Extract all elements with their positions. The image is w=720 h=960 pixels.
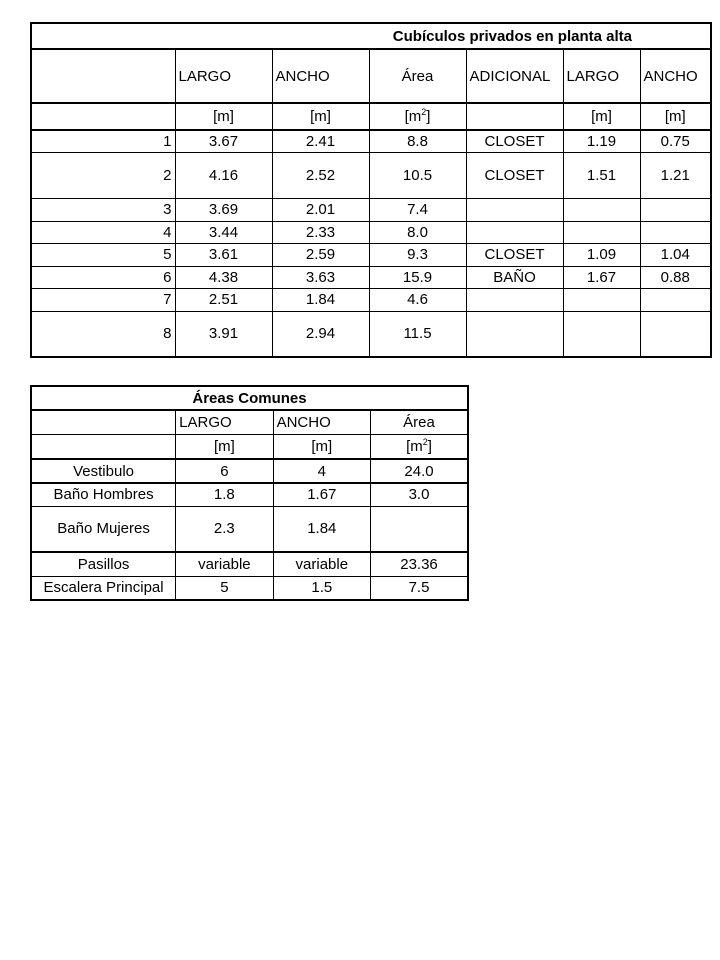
table-row xyxy=(31,266,711,288)
cell-largo: 3.91 xyxy=(175,311,272,357)
row-number: 5 xyxy=(31,243,175,266)
cell-area xyxy=(371,506,468,552)
cell-name: Pasillos xyxy=(31,552,176,576)
unit-largo: [m] xyxy=(175,103,272,130)
cell-area: 4.6 xyxy=(369,288,466,311)
areas-unit-largo: [m] xyxy=(176,434,273,459)
cell-largo-adicional: 1.51 xyxy=(563,152,640,198)
unit-area-close: ] xyxy=(426,108,431,125)
cell-largo-adicional xyxy=(563,198,640,221)
header-adicional: ADICIONAL xyxy=(466,49,563,103)
cell-area: 9.3 xyxy=(369,243,466,266)
cell-adicional: CLOSET xyxy=(466,243,563,266)
cell-ancho: 1.84 xyxy=(273,506,370,552)
cubiculos-title: Cubículos privados en planta alta xyxy=(31,23,711,49)
cubiculos-title-row xyxy=(31,23,711,49)
table-row xyxy=(31,506,468,552)
areas-unit-area-base: [m xyxy=(406,437,423,455)
areas-comunes-body xyxy=(31,459,468,600)
unit-ancho: [m] xyxy=(272,103,369,130)
cubiculos-units-row xyxy=(31,103,711,130)
cell-area: 8.8 xyxy=(369,130,466,152)
cell-area: 23.36 xyxy=(371,552,468,576)
cell-name: Baño Mujeres xyxy=(31,506,176,552)
cell-largo-adicional: 1.09 xyxy=(563,243,640,266)
header-empty xyxy=(31,49,175,103)
areas-unit-empty xyxy=(31,434,176,459)
table-row xyxy=(31,130,711,152)
table-row xyxy=(31,552,468,576)
cell-largo: 5 xyxy=(176,576,273,600)
unit-ancho-adicional: [m] xyxy=(640,103,711,130)
cell-ancho: 3.63 xyxy=(272,266,369,288)
cell-largo: 1.8 xyxy=(176,483,273,506)
row-number: 8 xyxy=(163,325,172,343)
cell-name: Vestibulo xyxy=(31,459,176,483)
cubiculos-header-row xyxy=(31,49,711,103)
unit-area-base: [m xyxy=(404,108,422,125)
cell-ancho: 4 xyxy=(273,459,370,483)
areas-header-row xyxy=(31,410,468,434)
cell-ancho: 2.41 xyxy=(272,130,369,152)
cubiculos-table xyxy=(30,22,712,358)
row-number: 4 xyxy=(31,221,175,243)
cell-ancho: 2.94 xyxy=(272,311,369,357)
row-number: 1 xyxy=(31,130,175,152)
unit-empty xyxy=(31,103,175,130)
areas-unit-ancho: [m] xyxy=(273,434,370,459)
cell-area: 7.5 xyxy=(371,576,468,600)
areas-unit-area-exp: 2 xyxy=(422,436,428,447)
cubiculos-body xyxy=(31,130,711,357)
table-row xyxy=(31,288,711,311)
cell-largo: 3.67 xyxy=(175,130,272,152)
areas-comunes-title: Áreas Comunes xyxy=(31,386,468,410)
cell-adicional: BAÑO xyxy=(466,266,563,288)
cell-largo: 3.61 xyxy=(175,243,272,266)
cell-ancho: 2.33 xyxy=(272,221,369,243)
unit-area xyxy=(369,103,466,130)
cell-ancho-adicional xyxy=(640,311,711,357)
areas-header-empty xyxy=(31,410,176,434)
cell-adicional xyxy=(466,198,563,221)
cell-largo: 2.51 xyxy=(175,288,272,311)
table-row xyxy=(31,576,468,600)
cell-area: 24.0 xyxy=(371,459,468,483)
cell-ancho: variable xyxy=(273,552,370,576)
cell-largo-adicional xyxy=(563,311,640,357)
cell-name: Escalera Principal xyxy=(43,579,164,597)
header-ancho: ANCHO xyxy=(272,49,369,103)
table-row xyxy=(31,152,711,198)
cell-name: Baño Hombres xyxy=(31,483,176,506)
cell-area: 10.5 xyxy=(369,152,466,198)
cell-adicional xyxy=(466,221,563,243)
cell-largo: 2.3 xyxy=(176,506,273,552)
unit-largo-adicional: [m] xyxy=(563,103,640,130)
cell-ancho-adicional: 1.04 xyxy=(640,243,711,266)
table-row xyxy=(31,198,711,221)
areas-unit-area xyxy=(371,434,468,459)
cell-area: 8.0 xyxy=(369,221,466,243)
areas-units-row xyxy=(31,434,468,459)
cell-ancho: 1.67 xyxy=(273,483,370,506)
cell-adicional: CLOSET xyxy=(466,130,563,152)
cell-ancho: 2.52 xyxy=(272,152,369,198)
cell-area: 3.0 xyxy=(371,483,468,506)
cell-largo: 6 xyxy=(176,459,273,483)
table-row xyxy=(31,221,711,243)
cell-ancho-adicional: 0.75 xyxy=(640,130,711,152)
unit-adicional xyxy=(466,103,563,130)
header-area: Área xyxy=(369,49,466,103)
cell-adicional: CLOSET xyxy=(466,152,563,198)
areas-unit-area-close: ] xyxy=(427,437,432,455)
cell-largo: 4.16 xyxy=(175,152,272,198)
cell-ancho: 1.84 xyxy=(272,288,369,311)
unit-area-exp: 2 xyxy=(421,107,427,117)
areas-header-area: Área xyxy=(371,410,468,434)
header-largo: LARGO xyxy=(175,49,272,103)
cell-ancho-adicional: 1.21 xyxy=(640,152,711,198)
areas-header-ancho: ANCHO xyxy=(273,410,370,434)
areas-comunes-table xyxy=(30,385,469,601)
cell-largo-adicional xyxy=(563,288,640,311)
header-largo-adicional: LARGO xyxy=(563,49,640,103)
cell-largo-adicional: 1.67 xyxy=(563,266,640,288)
cell-adicional xyxy=(466,288,563,311)
row-number: 3 xyxy=(31,198,175,221)
cell-ancho-adicional: 0.88 xyxy=(640,266,711,288)
cell-largo: 3.69 xyxy=(175,198,272,221)
cell-largo: variable xyxy=(176,552,273,576)
cell-ancho: 2.01 xyxy=(272,198,369,221)
row-number: 2 xyxy=(31,152,175,198)
cell-area: 7.4 xyxy=(369,198,466,221)
header-ancho-adicional: ANCHO xyxy=(640,49,711,103)
cell-ancho-adicional xyxy=(640,288,711,311)
areas-comunes-title-row xyxy=(31,386,468,410)
row-number: 6 xyxy=(31,266,175,288)
cell-ancho: 1.5 xyxy=(273,576,370,600)
table-row xyxy=(31,483,468,506)
cell-ancho-adicional xyxy=(640,198,711,221)
areas-header-largo: LARGO xyxy=(176,410,273,434)
cell-largo-adicional: 1.19 xyxy=(563,130,640,152)
cell-largo: 3.44 xyxy=(175,221,272,243)
table-row xyxy=(31,311,711,357)
cell-largo-adicional xyxy=(563,221,640,243)
table-row xyxy=(31,243,711,266)
cell-adicional xyxy=(466,311,563,357)
row-number: 7 xyxy=(31,288,175,311)
table-row xyxy=(31,459,468,483)
cell-area: 11.5 xyxy=(369,311,466,357)
cell-ancho-adicional xyxy=(640,221,711,243)
cell-ancho: 2.59 xyxy=(272,243,369,266)
cell-largo: 4.38 xyxy=(175,266,272,288)
cell-area: 15.9 xyxy=(369,266,466,288)
